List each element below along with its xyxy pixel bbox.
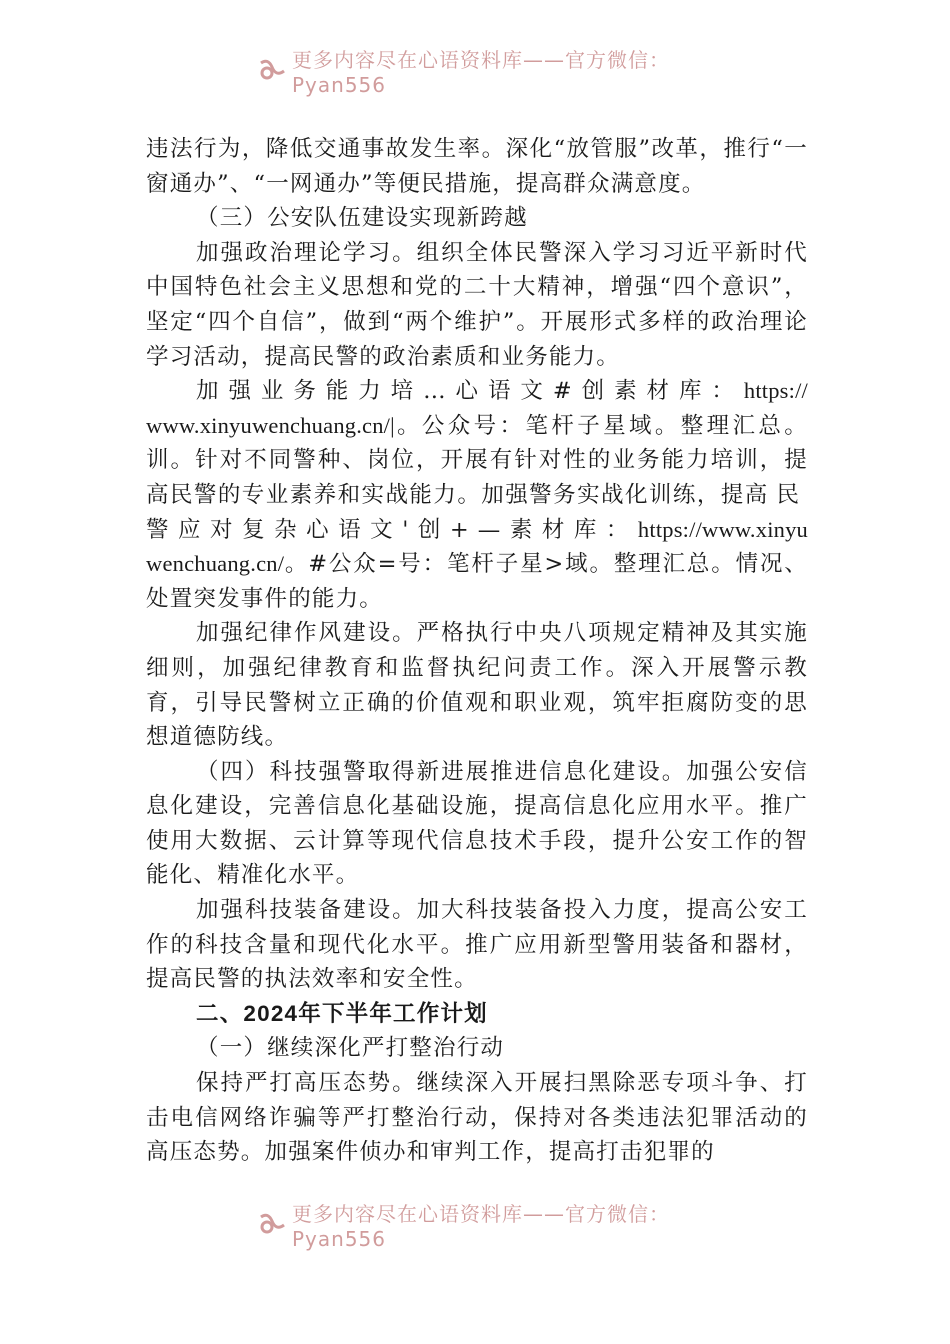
section-heading: （四）科技强警取得新进展 — [196, 758, 491, 785]
text-fragment: 高民警应对复杂心语文'创+—素材库： — [146, 481, 808, 543]
text-fragment: #公众=号：笔杆子星>域。整理汇总。情况、处置突发事件的能力。 — [146, 551, 808, 612]
section-heading: （三）公安队伍建设实现新跨越 — [196, 205, 528, 232]
section-heading: （一）继续深化严打整治行动 — [196, 1035, 505, 1062]
text-fragment: 加强业务能力培…心语文#创素材库： — [196, 378, 744, 405]
watermark-text: 更多内容尽在心语资料库——官方微信：Pyan556 — [292, 1201, 670, 1251]
watermark-header — [258, 47, 738, 97]
paragraph: 加强科技装备建设。加大科技装备投入力度，提高公安工作的科技含量和现代化水平。推广应用新型警用装备和器材，提高民警的执法效率和安全性。 — [146, 897, 808, 993]
paragraph — [146, 374, 808, 616]
url-text: https://www.xinyuwenchuang.cn/|。 — [146, 378, 808, 438]
watermark-text: 更多内容尽在心语资料库——官方微信：Pyan556 — [292, 47, 670, 97]
text-fragment: 公众号：笔杆子星域。整理汇总。训。针对不同警种、岗位，开展有针对性的业务能力培训，提高民警的专业素养和实战能力。加强警务实战化训练，提 — [146, 412, 808, 508]
document-body — [146, 132, 808, 1170]
chapter-heading: 二、2024年下半年工作计划 — [196, 1000, 488, 1026]
brand-logo-icon — [258, 1213, 286, 1235]
url-text: https://www.xinyuwenchuang.cn/。 — [146, 516, 808, 577]
paragraph: 加强纪律作风建设。严格执行中央八项规定精神及其实施细则，加强纪律教育和监督执纪问责工作。深入开展警示教育，引导民警树立正确的价值观和职业观，筑牢拒腐防变的思想道德防线。 — [146, 620, 808, 751]
brand-logo-icon — [258, 59, 286, 81]
paragraph: 违法行为，降低交通事故发生率。深化“放管服”改革，推行“一窗通办”、“一网通办”等便民措施，提高群众满意度。 — [146, 136, 808, 197]
paragraph — [146, 755, 808, 893]
watermark-footer — [258, 1201, 738, 1251]
paragraph-text: 推进信息化建设。加强公安信息化建设，完善信息化基础设施，提高信息化应用水平。推广使用大数据、云计算等现代信息技术手段，提升公安工作的智能化、精准化水平。 — [146, 758, 808, 889]
paragraph: 保持严打高压态势。继续深入开展扫黑除恶专项斗争、打击电信网络诈骗等严打整治行动，保持对各类违法犯罪活动的高压态势。加强案件侦办和审判工作，提高打击犯罪的 — [146, 1070, 808, 1166]
paragraph: 加强政治理论学习。组织全体民警深入学习习近平新时代中国特色社会主义思想和党的二十大精神，增强“四个意识”，坚定“四个自信”，做到“两个维护”。开展形式多样的政治理论学习活动，提高民警的政治素质和业务能力。 — [146, 239, 808, 370]
